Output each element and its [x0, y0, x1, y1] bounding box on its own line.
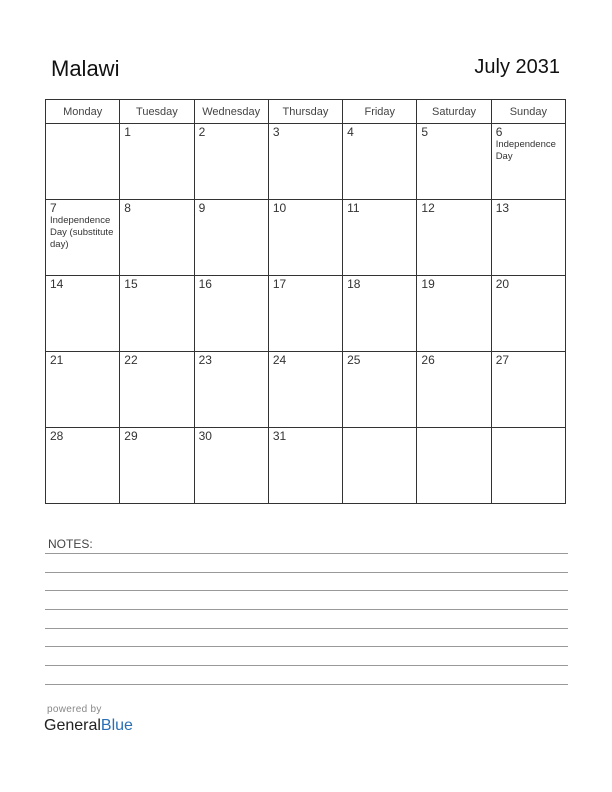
- holiday-label: Independence Day: [495, 139, 556, 162]
- day-number: 27: [495, 353, 510, 367]
- day-number: 3: [272, 125, 280, 139]
- calendar-day-cell[interactable]: [268, 276, 342, 352]
- day-number: 15: [124, 277, 138, 291]
- day-number: 20: [495, 277, 510, 291]
- day-number: 9: [198, 201, 206, 215]
- calendar-day-cell[interactable]: [491, 428, 565, 504]
- day-number: 14: [50, 277, 64, 291]
- calendar-day-cell[interactable]: [46, 276, 120, 352]
- calendar-day-cell[interactable]: [417, 276, 491, 352]
- weekday-header: Tuesday: [120, 100, 194, 124]
- calendar-grid: [45, 99, 566, 504]
- calendar-day-cell[interactable]: [343, 276, 417, 352]
- day-number: 22: [124, 353, 138, 367]
- brand-logo[interactable]: [44, 717, 133, 735]
- brand-general: General: [44, 717, 101, 734]
- calendar-week-row: [46, 428, 566, 504]
- calendar-day-cell[interactable]: [417, 428, 491, 504]
- weekday-header: Sunday: [491, 100, 565, 124]
- calendar-day-cell[interactable]: [194, 428, 268, 504]
- calendar-week-row: [46, 200, 566, 276]
- calendar-day-cell[interactable]: [491, 352, 565, 428]
- holiday-label: Independence Day (substitute day): [50, 215, 114, 250]
- day-number: 17: [272, 277, 287, 291]
- day-number: 31: [272, 429, 287, 443]
- calendar-day-cell[interactable]: [120, 276, 194, 352]
- calendar-day-cell[interactable]: [417, 200, 491, 276]
- weekday-header: Saturday: [417, 100, 491, 124]
- notes-line: [45, 628, 568, 629]
- calendar-day-cell[interactable]: [46, 124, 120, 200]
- notes-line: [45, 684, 568, 685]
- day-number: 7: [50, 201, 57, 215]
- notes-line: [45, 572, 568, 573]
- calendar-day-cell[interactable]: [343, 124, 417, 200]
- calendar-day-cell[interactable]: [343, 428, 417, 504]
- day-number: 18: [347, 277, 361, 291]
- weekday-header: Thursday: [268, 100, 342, 124]
- day-number: 4: [347, 125, 354, 139]
- calendar-day-cell[interactable]: [194, 200, 268, 276]
- notes-line: [45, 609, 568, 610]
- calendar-day-cell[interactable]: [194, 124, 268, 200]
- calendar-day-cell[interactable]: [491, 200, 565, 276]
- day-number: 13: [495, 201, 510, 215]
- day-number: 16: [198, 277, 212, 291]
- notes-line: [45, 646, 568, 647]
- day-number: 25: [347, 353, 361, 367]
- day-number: 21: [50, 353, 64, 367]
- calendar-day-cell[interactable]: [417, 352, 491, 428]
- calendar-day-cell[interactable]: [46, 428, 120, 504]
- calendar-day-cell[interactable]: [343, 200, 417, 276]
- calendar-day-cell[interactable]: [268, 124, 342, 200]
- weekday-header: Friday: [343, 100, 417, 124]
- day-number: 5: [421, 125, 429, 139]
- calendar-day-cell[interactable]: [268, 200, 342, 276]
- calendar-day-cell[interactable]: [194, 352, 268, 428]
- calendar-week-row: [46, 352, 566, 428]
- day-number: 28: [50, 429, 64, 443]
- calendar-day-cell[interactable]: [120, 428, 194, 504]
- calendar-day-cell[interactable]: [120, 200, 194, 276]
- day-number: 8: [124, 201, 131, 215]
- notes-line: [45, 590, 568, 591]
- calendar-day-cell[interactable]: [491, 276, 565, 352]
- calendar-day-cell[interactable]: [268, 428, 342, 504]
- notes-line: [45, 553, 568, 554]
- calendar-day-cell[interactable]: [343, 352, 417, 428]
- notes-line: [45, 665, 568, 666]
- day-number: 24: [272, 353, 287, 367]
- day-number: 6: [495, 125, 503, 139]
- weekday-header: Monday: [46, 100, 120, 124]
- day-number: 23: [198, 353, 212, 367]
- weekday-header-row: [46, 100, 566, 124]
- day-number: 19: [421, 277, 435, 291]
- day-number: 26: [421, 353, 435, 367]
- calendar-day-cell[interactable]: [46, 200, 120, 276]
- calendar-day-cell[interactable]: [194, 276, 268, 352]
- day-number: 2: [198, 125, 206, 139]
- day-number: 29: [124, 429, 138, 443]
- calendar-day-cell[interactable]: [491, 124, 565, 200]
- weekday-header: Wednesday: [194, 100, 268, 124]
- calendar-day-cell[interactable]: [120, 124, 194, 200]
- calendar-day-cell[interactable]: [120, 352, 194, 428]
- powered-by-text: powered by: [47, 704, 102, 715]
- country-title: Malawi: [51, 56, 120, 81]
- calendar-week-row: [46, 124, 566, 200]
- day-number: 1: [124, 125, 131, 139]
- calendar-day-cell[interactable]: [417, 124, 491, 200]
- calendar-day-cell[interactable]: [46, 352, 120, 428]
- calendar-week-row: [46, 276, 566, 352]
- day-number: 11: [347, 201, 360, 215]
- month-title: July 2031: [474, 56, 560, 78]
- notes-label: NOTES:: [48, 537, 93, 551]
- day-number: 12: [421, 201, 435, 215]
- calendar-day-cell[interactable]: [268, 352, 342, 428]
- day-number: 10: [272, 201, 287, 215]
- day-number: 30: [198, 429, 212, 443]
- brand-blue: Blue: [100, 717, 133, 734]
